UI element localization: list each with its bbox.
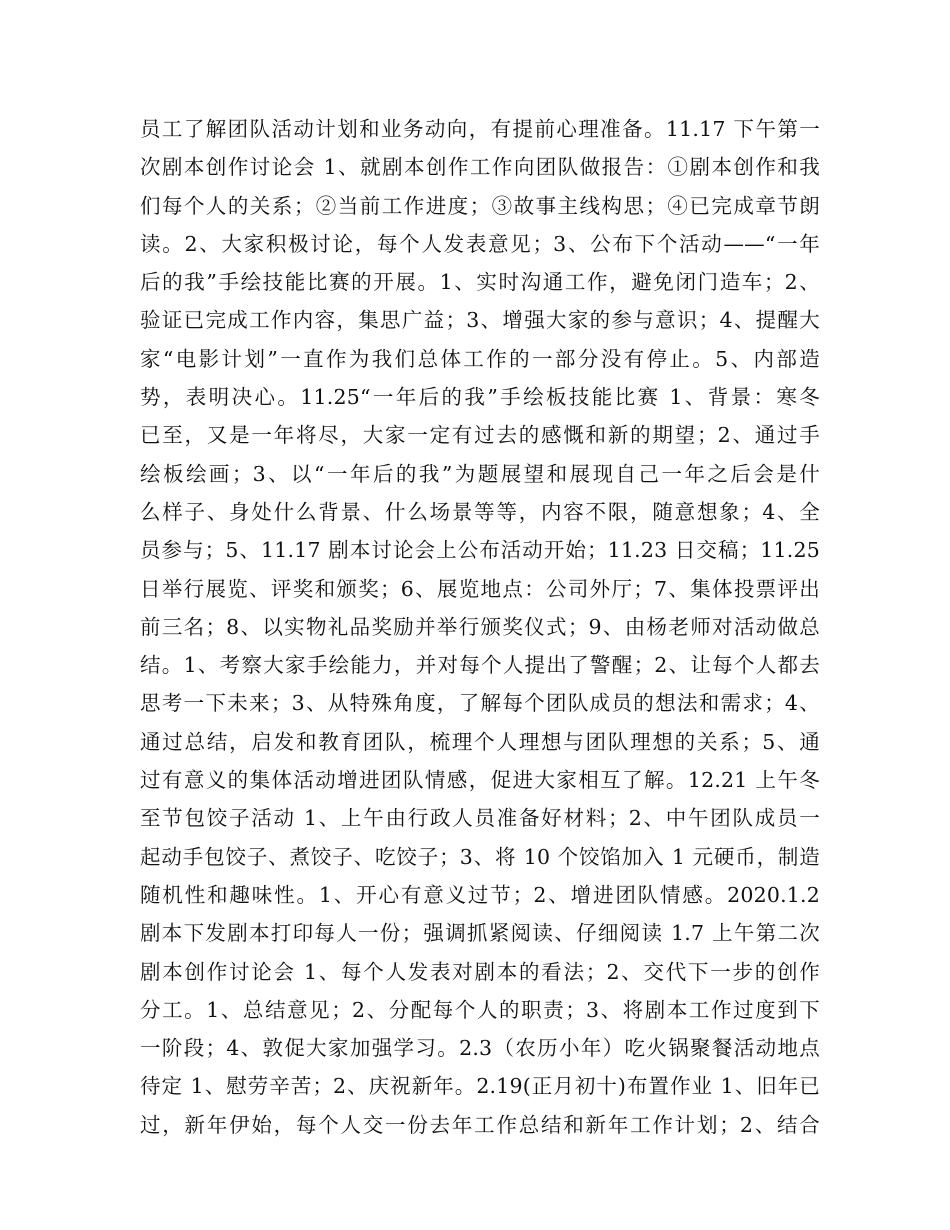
text-line: 过，新年伊始，每个人交一份去年工作总结和新年工作计划；2、结合 [140, 1112, 820, 1137]
text-line: 员工了解团队活动计划和业务动向，有提前心理准备。11.17 下午第一 [140, 117, 820, 141]
text-line: 剧本下发剧本打印每人一份；强调抓紧阅读、仔细阅读 1.7 上午第二次 [140, 921, 820, 946]
text-line: 已至，又是一年将尽，大家一定有过去的感慨和新的期望；2、通过手 [140, 423, 820, 448]
text-line: 员参与；5、11.17 剧本讨论会上公布活动开始；11.23 日交稿；11.25 [140, 538, 820, 563]
text-line: 待定 1、慰劳辛苦；2、庆祝新年。2.19(正月初十)布置作业 1、旧年已 [140, 1074, 820, 1099]
text-line: 一阶段；4、敦促大家加强学习。2.3（农历小年）吃火锅聚餐活动地点 [140, 1036, 820, 1061]
text-line: 读。2、大家积极讨论，每个人发表意见；3、公布下个活动——“一年 [140, 231, 820, 256]
text-line: 们每个人的关系；②当前工作进度；③故事主线构思；④已完成章节朗 [140, 193, 820, 218]
text-line: 验证已完成工作内容，集思广益；3、增强大家的参与意识；4、提醒大 [140, 308, 820, 333]
text-line: 过有意义的集体活动增进团队情感，促进大家相互了解。12.21 上午冬 [140, 768, 820, 793]
text-line: 家“电影计划”一直作为我们总体工作的一部分没有停止。5、内部造 [140, 346, 820, 371]
text-line: 日举行展览、评奖和颁奖；6、展览地点：公司外厅；7、集体投票评出 [140, 576, 820, 601]
text-line: 通过总结，启发和教育团队，梳理个人理想与团队理想的关系；5、通 [140, 729, 820, 754]
text-line: 至节包饺子活动 1、上午由行政人员准备好材料；2、中午团队成员一 [140, 806, 820, 831]
body-text [140, 110, 820, 1144]
text-line: 么样子、身处什么背景、什么场景等等，内容不限，随意想象；4、全 [140, 499, 820, 524]
text-line: 起动手包饺子、煮饺子、吃饺子；3、将 10 个饺馅加入 1 元硬币，制造 [140, 844, 820, 869]
text-line: 思考一下未来；3、从特殊角度，了解每个团队成员的想法和需求；4、 [140, 691, 820, 716]
text-line: 次剧本创作讨论会 1、就剧本创作工作向团队做报告：①剧本创作和我 [140, 155, 820, 180]
text-line: 势，表明决心。11.25“一年后的我”手绘板技能比赛 1、背景：寒冬 [140, 385, 820, 410]
text-line: 前三名；8、以实物礼品奖励并举行颁奖仪式；9、由杨老师对活动做总 [140, 614, 820, 639]
text-line: 结。1、考察大家手绘能力，并对每个人提出了警醒；2、让每个人都去 [140, 653, 820, 678]
text-line: 剧本创作讨论会 1、每个人发表对剧本的看法；2、交代下一步的创作 [140, 959, 820, 984]
text-line: 绘板绘画；3、以“一年后的我”为题展望和展现自己一年之后会是什 [140, 461, 820, 486]
text-line: 分工。1、总结意见；2、分配每个人的职责；3、将剧本工作过度到下 [140, 997, 820, 1022]
text-line: 后的我”手绘技能比赛的开展。1、实时沟通工作，避免闭门造车；2、 [140, 270, 820, 295]
text-line: 随机性和趣味性。1、开心有意义过节；2、增进团队情感。2020.1.2 [140, 882, 820, 907]
